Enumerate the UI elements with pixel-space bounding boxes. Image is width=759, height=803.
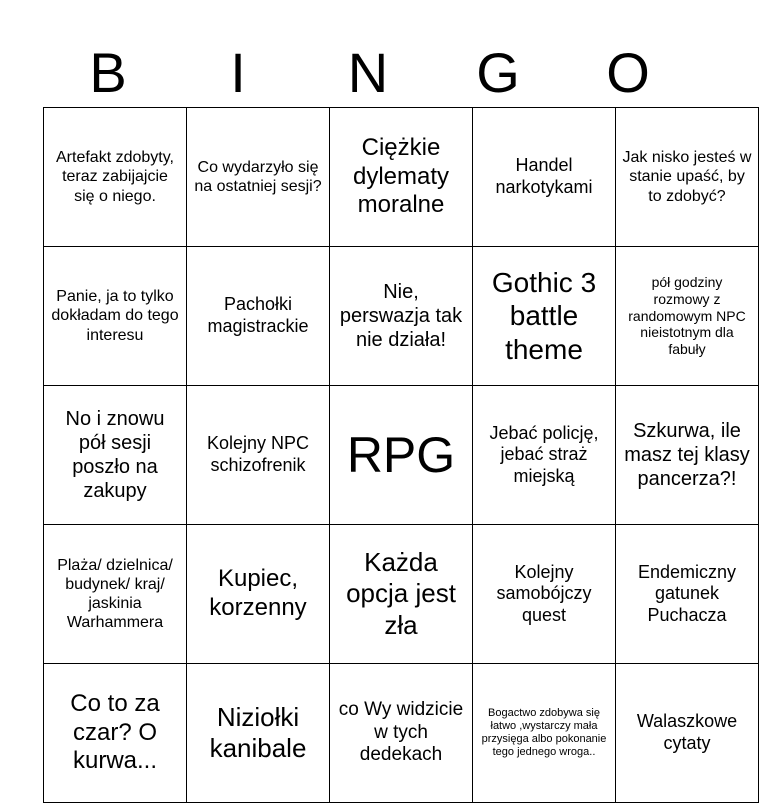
bingo-cell[interactable]: Szkurwa, ile masz tej klasy pancerza?! [616,386,759,525]
header-letter-i: I [230,41,246,104]
bingo-cell[interactable]: Kolejny NPC schizofrenik [187,386,330,525]
bingo-cell[interactable]: Kupiec, korzenny [187,525,330,664]
grid-row [44,247,759,386]
bingo-cell[interactable]: Jak nisko jesteś w stanie upaść, by to zdobyć? [616,108,759,247]
free-space-cell[interactable]: RPG [330,386,473,525]
header-letter-o: O [606,41,650,104]
bingo-cell[interactable]: Gothic 3 battle theme [473,247,616,386]
bingo-cell[interactable]: Walaszkowe cytaty [616,664,759,803]
bingo-grid [43,107,759,803]
bingo-cell[interactable]: Niziołki kanibale [187,664,330,803]
bingo-cell[interactable]: Nie, perswazja tak nie działa! [330,247,473,386]
bingo-cell[interactable]: Pachołki magistrackie [187,247,330,386]
bingo-cell[interactable]: Plaża/ dzielnica/ budynek/ kraj/ jaskinia Warhammera [44,525,187,664]
header-letter-g: G [476,41,520,104]
bingo-cell[interactable]: Bogactwo zdobywa się łatwo ,wystarczy mała przysięga albo pokonanie tego jednego wroga.. [473,664,616,803]
bingo-cell[interactable]: Kolejny samobójczy quest [473,525,616,664]
bingo-cell[interactable]: Panie, ja to tylko dokładam do tego interesu [44,247,187,386]
grid-row [44,386,759,525]
bingo-cell[interactable]: co Wy widzicie w tych dedekach [330,664,473,803]
bingo-cell[interactable]: Endemiczny gatunek Puchacza [616,525,759,664]
bingo-cell[interactable]: Każda opcja jest zła [330,525,473,664]
grid-row [44,108,759,247]
bingo-cell[interactable]: Ciężkie dylematy moralne [330,108,473,247]
grid-row [44,664,759,803]
bingo-cell[interactable]: Co to za czar? O kurwa... [44,664,187,803]
header-letter-n: N [347,41,389,104]
bingo-cell[interactable]: No i znowu pół sesji poszło na zakupy [44,386,187,525]
header-letter-b: B [89,41,127,104]
grid-row [44,525,759,664]
bingo-cell[interactable]: pół godziny rozmowy z randomowym NPC nieistotnym dla fabuły [616,247,759,386]
bingo-header [43,38,693,108]
bingo-cell[interactable]: Co wydarzyło się na ostatniej sesji? [187,108,330,247]
bingo-cell[interactable]: Handel narkotykami [473,108,616,247]
bingo-cell[interactable]: Artefakt zdobyty, teraz zabijajcie się o niego. [44,108,187,247]
bingo-cell[interactable]: Jebać policję, jebać straż miejską [473,386,616,525]
